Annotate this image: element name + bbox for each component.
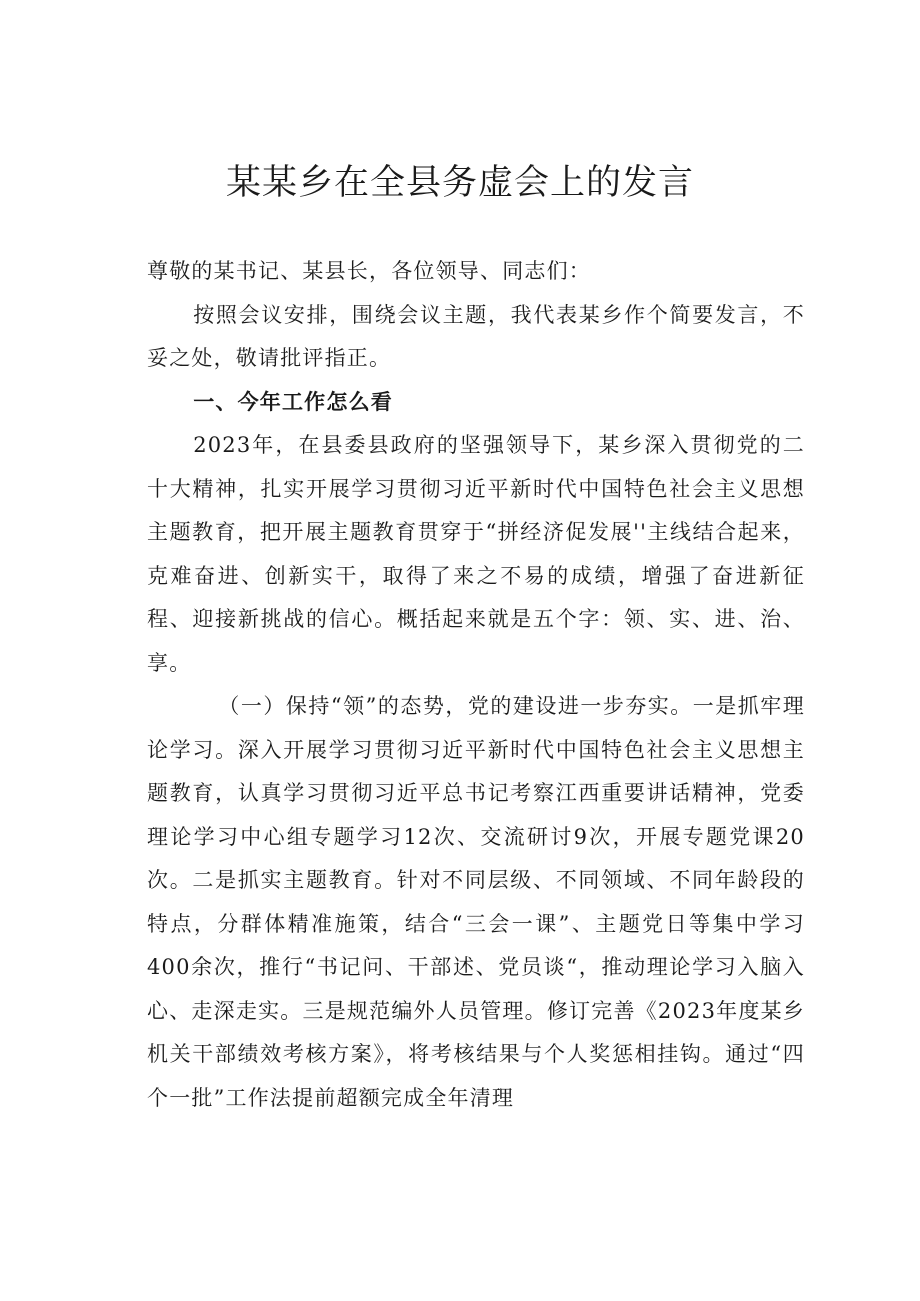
- document-title: 某某乡在全县务虚会上的发言: [225, 163, 694, 203]
- document-body: [147, 250, 805, 1120]
- section-heading: 一、今年工作怎么看: [193, 389, 393, 414]
- body-paragraph: （一）保持“领”的态势，党的建设进一步夯实。一是抓牢理论学习。深入开展学习贯彻习近平新时代中国特色社会主义思想主题教育，认真学习贯彻习近平总书记考察江西重要讲话精神，党委理论学习中心组专题学习12次、交流研讨9次，开展专题党课20次。二是抓实主题教育。针对不同层级、不同领域、不同年龄段的特点，分群体精准施策，结合“三会一课”、主题党日等集中学习400余次，推行“书记问、干部述、党员谈“，推动理论学习入脑入心、走深走实。三是规范编外人员管理。修订完善《2023年度某乡机关干部绩效考核方案》，将考核结果与个人奖惩相挂钩。通过“四个一批”工作法提前超额完成全年清理: [147, 694, 805, 1110]
- intro-paragraph: 按照会议安排，围绕会议主题，我代表某乡作个简要发言，不妥之处，敬请批评指正。: [147, 302, 805, 370]
- body-paragraph: 2023年，在县委县政府的坚强领导下，某乡深入贯彻党的二十大精神，扎实开展学习贯彻习近平新时代中国特色社会主义思想主题教育，把开展主题教育贯穿于“拼经济促发展''主线结合起来，克难奋进、创新实干，取得了来之不易的成绩，增强了奋进新征程、迎接新挑战的信心。概括起来就是五个字：领、实、进、治、享。: [147, 433, 805, 675]
- salutation: 尊敬的某书记、某县长，各位领导、同志们：: [147, 259, 591, 283]
